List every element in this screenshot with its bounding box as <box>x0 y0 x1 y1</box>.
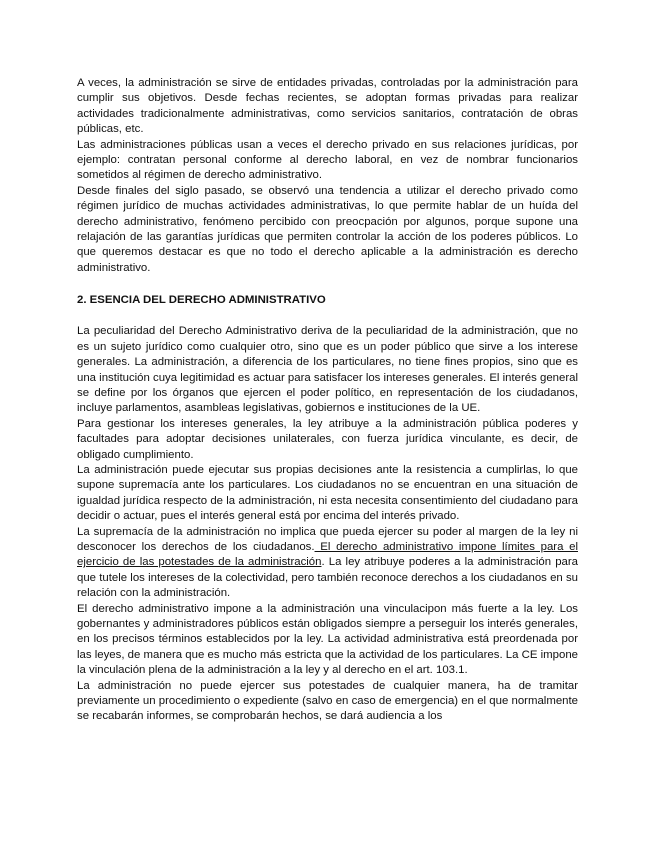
paragraph-procedimiento: La administración no puede ejercer sus potestades de cualquier manera, ha de tramitar previamente un procedimiento o expediente (salvo en caso de emergencia) en el que normalmente se recabarán informes, se comprobarán hechos, se dará audiencia a los <box>77 679 578 723</box>
document-page <box>77 76 578 725</box>
limits-underlined-text: El derecho administrativo impone límites para el ejercicio de las potestades de la administración <box>77 540 578 569</box>
section-heading: 2. ESENCIA DEL DERECHO ADMINISTRATIVO <box>77 294 326 307</box>
limits-text-before: La supremacía de la administración no implica que pueda ejercer su poder al margen de la ley ni desconocer los derechos de los ciudadanos. <box>77 525 578 553</box>
paragraph-entidades-privadas: A veces, la administración se sirve de entidades privadas, controladas por la administración para cumplir sus objetivos. Desde fechas recientes, se adoptan formas privadas para realizar actividades tradicionalmente administrativas, como servicios sanitarios, contratación de obras públicas, etc. <box>77 77 578 136</box>
paragraph-peculiaridad: La peculiaridad del Derecho Administrativo deriva de la peculiaridad de la administración, que no es un sujeto jurídico como cualquier otro, sino que es un poder público que sirve a los interese generales. La administración, a diferencia de los particulares, no tiene fines propios, sino que es una institución cuya legitimidad es actuar para satisfacer los intereses generales. El interés general se define por los órganos que ejercen el poder político, en representación de los ciudadanos, incluye parlamentos, asambleas legislativas, gobiernos e instituciones de la UE. <box>77 325 578 415</box>
paragraph-limites <box>77 525 578 602</box>
paragraph-supremacia: La administración puede ejecutar sus propias decisiones ante la resistencia a cumplirlas, lo que supone supremacía ante los particulares. Los ciudadanos no se encuentran en una situación de igualdad jurídica respecto de la administración, ni esta necesita consentimiento del ciudadano para decidir o actuar, pues el interés general está por encima del interés privado. <box>77 463 578 523</box>
limits-text-after: . La ley atribuye poderes a la administración para que tutele los intereses de la colectividad, pero también reconoce derechos a los ciudadanos en su relación con la administración. <box>77 556 578 600</box>
paragraph-derecho-privado: Las administraciones públicas usan a veces el derecho privado en sus relaciones jurídicas, por ejemplo: contratan personal conforme al derecho laboral, en vez de nombrar funcionarios sometidos al régimen de derecho administrativo. <box>77 138 578 182</box>
paragraph-huida-derecho-administrativo: Desde finales del siglo pasado, se observó una tendencia a utilizar el derecho privado como régimen jurídico de muchas actividades administrativas, lo que permite hablar de un huída del derecho administrativo, fenómeno percibido con preocpación por algunos, porque supone una relajación de las garantías jurídicas que permiten controlar la acción de los poderes públicos. Lo que queremos destacar es que no todo el derecho aplicable a la administración es derecho administrativo. <box>77 184 578 274</box>
paragraph-vinculacion: El derecho administrativo impone a la administración una vinculacipon más fuerte a la ley. Los gobernantes y administradores públicos están obligados siempre a perseguir los interés generales, en los precisos términos establecidos por la ley. La actividad administrativa está preordenada por las leyes, de manera que es mucho más estricta que la actividad de los particulares. La CE impone la vinculación plena de la administración a la ley y al derecho en el art. 103.1. <box>77 602 578 677</box>
paragraph-gestionar-intereses: Para gestionar los intereses generales, la ley atribuye a la administración pública poderes y facultades para adoptar decisiones unilaterales, con fuerza jurídica vinculante, es decir, de obligado cumplimiento. <box>77 417 578 461</box>
